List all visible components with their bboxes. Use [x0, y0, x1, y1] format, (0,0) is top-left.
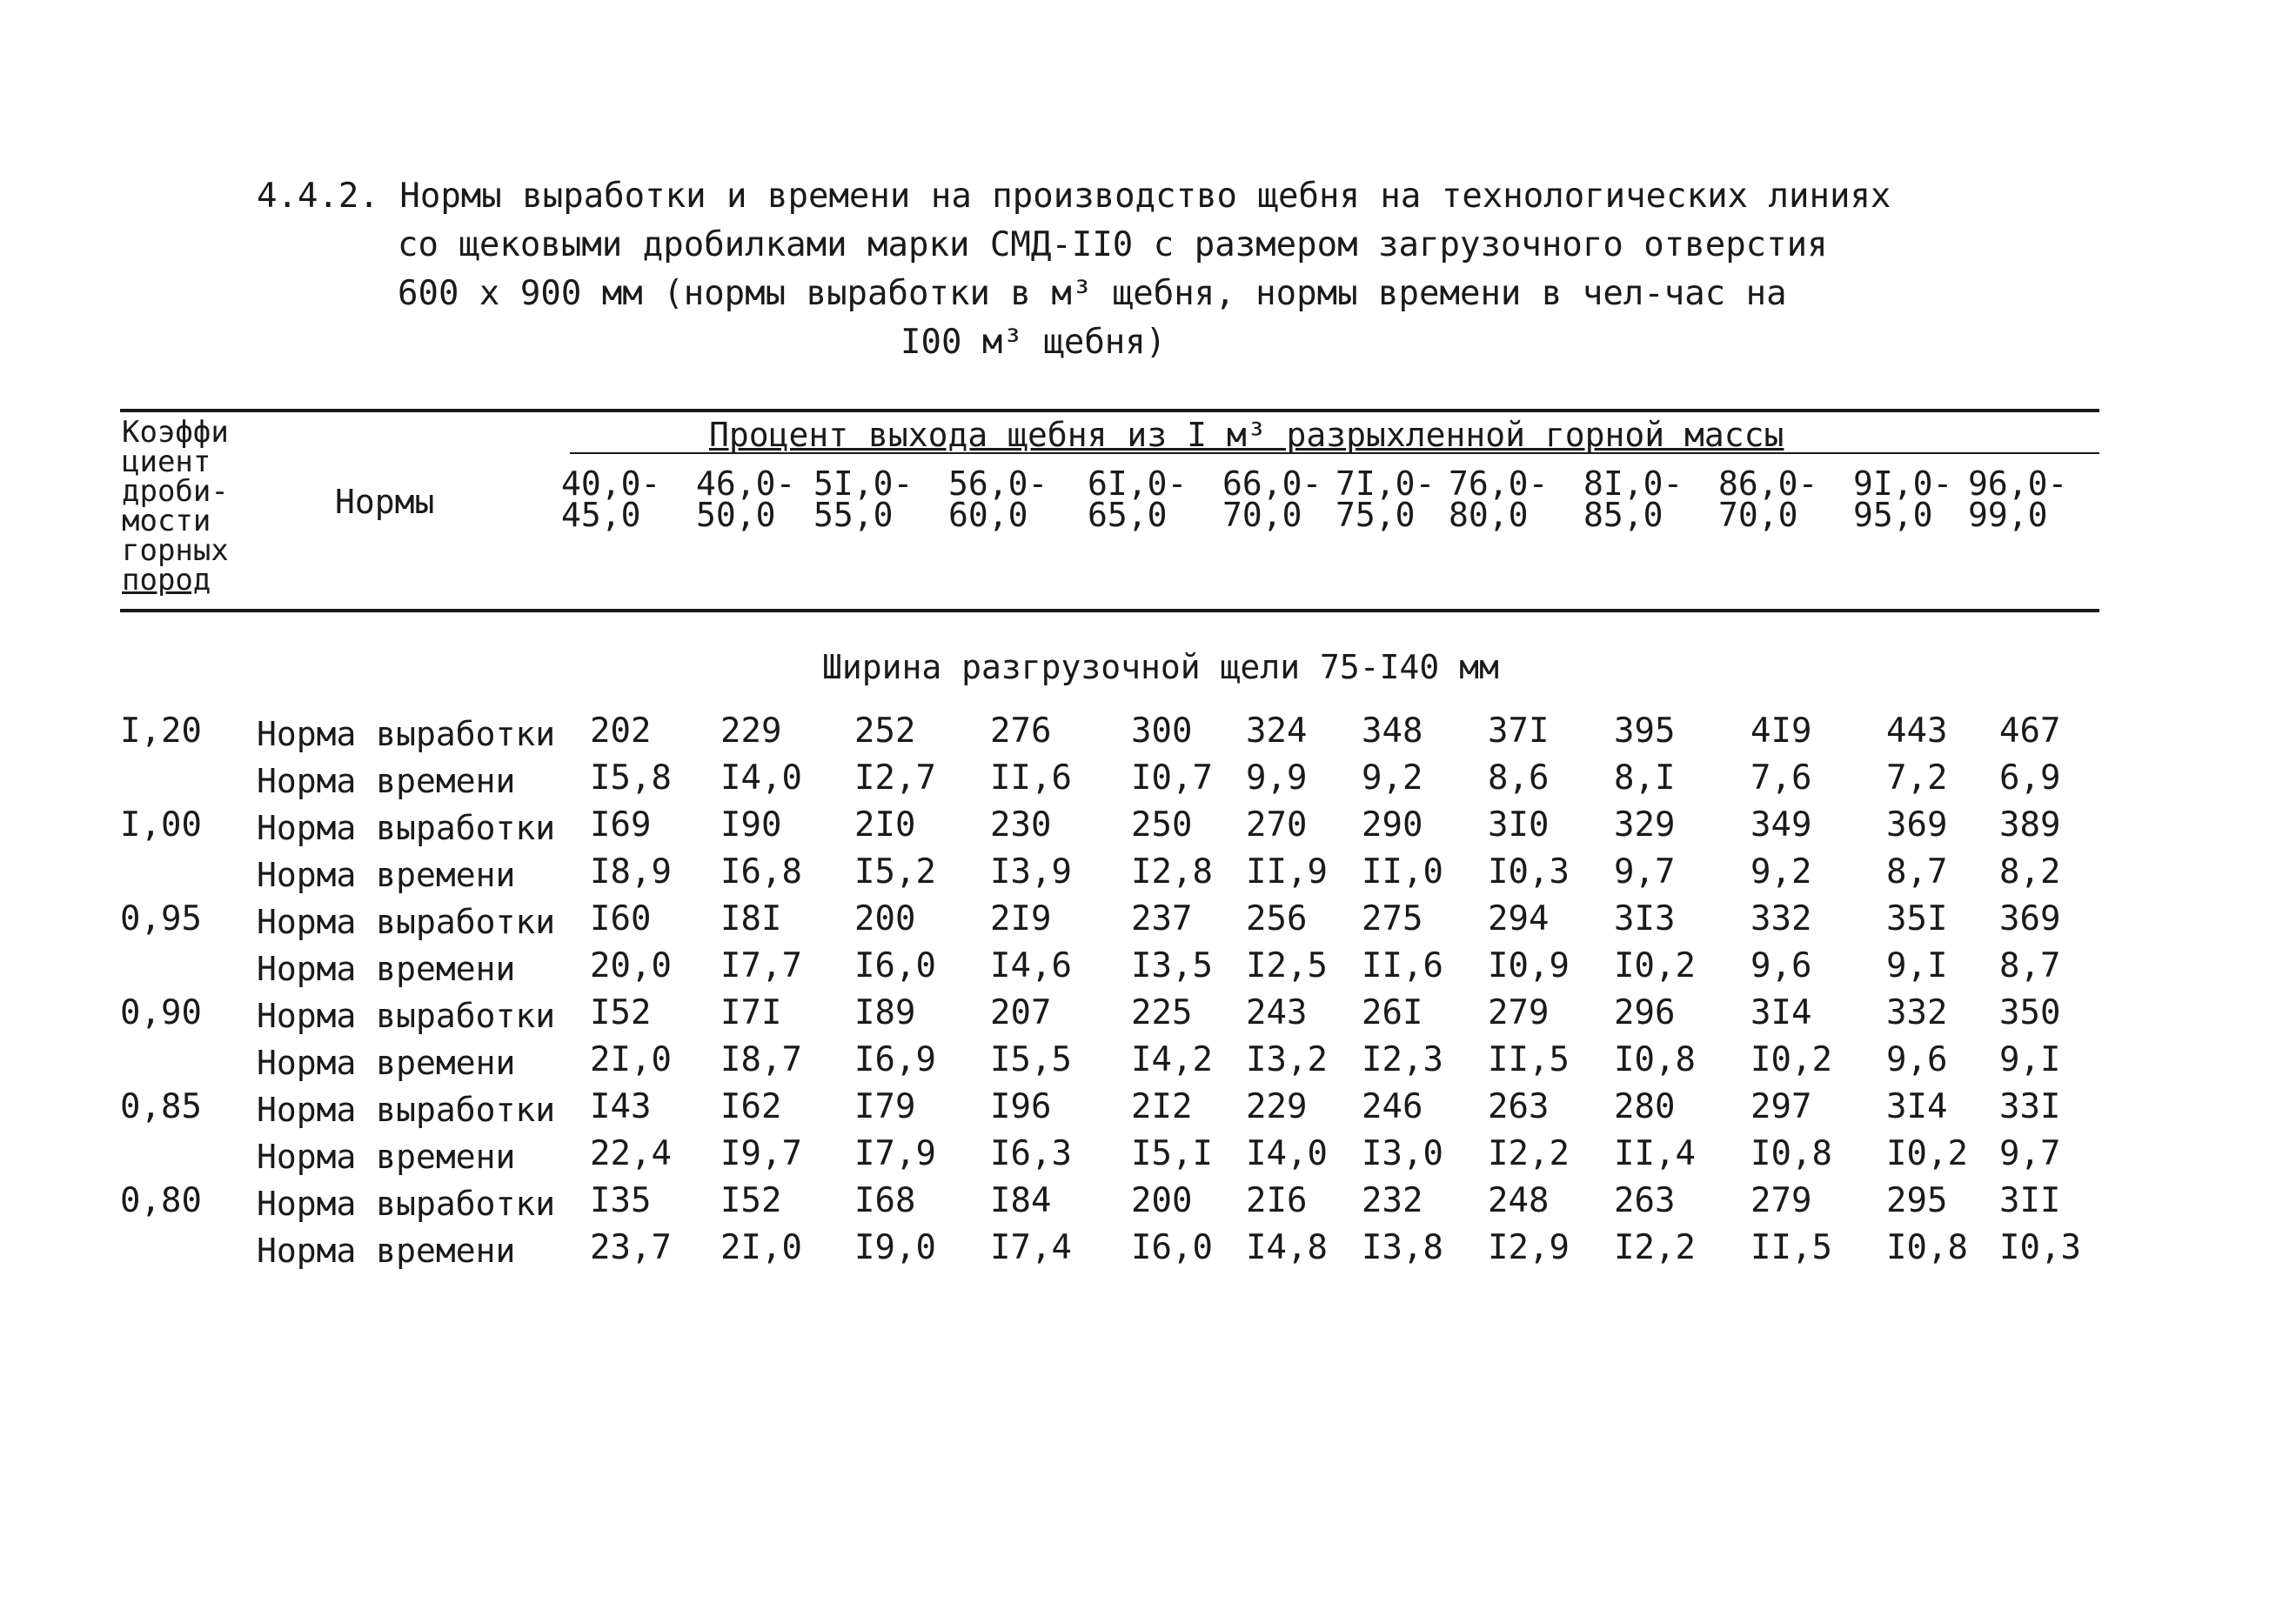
value-cell: 279	[1488, 993, 1550, 1032]
norm-label-cell: Норма выработки	[257, 809, 556, 847]
value-cell: 290	[1362, 805, 1423, 845]
value-cell: I0,3	[1488, 852, 1570, 892]
value-cell: I5,8	[590, 758, 672, 798]
value-cell: 270	[1246, 805, 1308, 845]
value-cell: 8,2	[1999, 852, 2061, 892]
range-to: 70,0	[1718, 496, 1798, 534]
range-header	[1449, 464, 1549, 534]
value-cell: 3I4	[1750, 993, 1812, 1032]
range-from: 9I,0-	[1853, 464, 1953, 503]
value-cell: 246	[1362, 1087, 1423, 1126]
value-cell: 225	[1131, 993, 1193, 1032]
coef-head-line: дроби-	[122, 474, 229, 509]
value-cell: 250	[1131, 805, 1193, 845]
value-cell: I43	[590, 1087, 652, 1126]
table-row	[0, 1087, 2296, 1134]
range-to: 60,0	[948, 496, 1028, 534]
value-cell: 279	[1750, 1181, 1812, 1220]
value-cell: 243	[1246, 993, 1308, 1032]
value-cell: 230	[990, 805, 1052, 845]
table-row	[0, 711, 2296, 758]
value-cell: 296	[1614, 993, 1676, 1032]
value-cell: 8,7	[1886, 852, 1948, 892]
value-cell: I3,9	[990, 852, 1072, 892]
value-cell: I0,7	[1131, 758, 1213, 798]
value-cell: 263	[1488, 1087, 1550, 1126]
value-cell: I4,6	[990, 946, 1072, 985]
value-cell: 8,6	[1488, 758, 1550, 798]
value-cell: 37I	[1488, 711, 1550, 751]
value-cell: I7,9	[854, 1134, 936, 1173]
value-cell: I6,8	[720, 852, 802, 892]
value-cell: 9,I	[1999, 1040, 2061, 1079]
range-to: 70,0	[1222, 496, 1302, 534]
value-cell: I2,3	[1362, 1040, 1443, 1079]
range-from: 96,0-	[1968, 464, 2068, 503]
value-cell: I0,8	[1886, 1228, 1968, 1267]
value-cell: I9,7	[720, 1134, 802, 1173]
value-cell: 329	[1614, 805, 1676, 845]
value-cell: I89	[854, 993, 916, 1032]
value-cell: 348	[1362, 711, 1423, 751]
range-to: 99,0	[1968, 496, 2048, 534]
value-cell: I2,7	[854, 758, 936, 798]
value-cell: I5,I	[1131, 1134, 1213, 1173]
table-row	[0, 1134, 2296, 1181]
value-cell: 276	[990, 711, 1052, 751]
value-cell: I2,2	[1614, 1228, 1696, 1267]
value-cell: 200	[1131, 1181, 1193, 1220]
value-cell: 332	[1750, 899, 1812, 938]
value-cell: I0,2	[1886, 1134, 1968, 1173]
value-cell: 443	[1886, 711, 1948, 751]
range-header	[948, 464, 1048, 534]
value-cell: I6,0	[854, 946, 936, 985]
value-cell: 9,2	[1362, 758, 1423, 798]
coefficient-column-header	[122, 415, 270, 598]
value-cell: I8I	[720, 899, 782, 938]
section-subheader: Ширина разгрузочной щели 75-I40 мм	[822, 648, 1499, 686]
range-to: 85,0	[1583, 496, 1663, 534]
coef-head-line: горных	[122, 533, 229, 568]
value-cell: 9,7	[1999, 1134, 2061, 1173]
range-from: 86,0-	[1718, 464, 1818, 503]
range-header	[561, 464, 661, 534]
value-cell: II,5	[1488, 1040, 1570, 1079]
value-cell: 369	[1886, 805, 1948, 845]
table-row	[0, 805, 2296, 852]
range-from: 46,0-	[696, 464, 796, 503]
value-cell: II,9	[1246, 852, 1328, 892]
value-cell: II,4	[1614, 1134, 1696, 1173]
range-to: 45,0	[561, 496, 641, 534]
value-cell: 263	[1614, 1181, 1676, 1220]
norm-label-cell: Норма выработки	[257, 715, 556, 753]
range-from: 8I,0-	[1583, 464, 1684, 503]
value-cell: I79	[854, 1087, 916, 1126]
value-cell: I7I	[720, 993, 782, 1032]
norm-label-cell: Норма выработки	[257, 1185, 556, 1223]
norm-label-cell: Норма времени	[257, 856, 516, 894]
value-cell: I3,2	[1246, 1040, 1328, 1079]
range-header	[1718, 464, 1818, 534]
range-header	[1968, 464, 2068, 534]
value-cell: 237	[1131, 899, 1193, 938]
norm-label-cell: Норма выработки	[257, 903, 556, 941]
norm-label-cell: Норма выработки	[257, 1091, 556, 1129]
value-cell: 300	[1131, 711, 1193, 751]
range-header	[1583, 464, 1684, 534]
value-cell: I0,9	[1488, 946, 1570, 985]
table-row	[0, 993, 2296, 1040]
range-to: 75,0	[1335, 496, 1416, 534]
value-cell: 229	[720, 711, 782, 751]
value-cell: 297	[1750, 1087, 1812, 1126]
title-line-2: со щековыми дробилками марки СМД-II0 с размером загрузочного отверстия	[398, 225, 1828, 264]
value-cell: I3,0	[1362, 1134, 1443, 1173]
value-cell: 35I	[1886, 899, 1948, 938]
value-cell: I62	[720, 1087, 782, 1126]
value-cell: I3,5	[1131, 946, 1213, 985]
value-cell: I6,0	[1131, 1228, 1213, 1267]
norm-label-cell: Норма времени	[257, 1138, 516, 1176]
value-cell: 8,7	[1999, 946, 2061, 985]
coefficient-cell: 0,80	[120, 1181, 202, 1220]
value-cell: 248	[1488, 1181, 1550, 1220]
value-cell: 349	[1750, 805, 1812, 845]
value-cell: I68	[854, 1181, 916, 1220]
value-cell: 232	[1362, 1181, 1423, 1220]
value-cell: 26I	[1362, 993, 1423, 1032]
value-cell: 8,I	[1614, 758, 1676, 798]
value-cell: 200	[854, 899, 916, 938]
value-cell: I8,7	[720, 1040, 802, 1079]
range-to: 95,0	[1853, 496, 1933, 534]
value-cell: 7,2	[1886, 758, 1948, 798]
value-cell: 256	[1246, 899, 1308, 938]
coefficient-cell: I,00	[120, 805, 202, 845]
norm-label-cell: Норма выработки	[257, 997, 556, 1035]
table-row	[0, 946, 2296, 993]
norms-column-header: Нормы	[335, 483, 435, 521]
value-cell: I84	[990, 1181, 1052, 1220]
value-cell: 3I4	[1886, 1087, 1948, 1126]
value-cell: I0,8	[1614, 1040, 1696, 1079]
value-cell: 3II	[1999, 1181, 2061, 1220]
header-bottom-rule	[120, 609, 2099, 612]
coefficient-cell: 0,90	[120, 993, 202, 1032]
value-cell: 2I9	[990, 899, 1052, 938]
range-from: 5I,0-	[813, 464, 914, 503]
value-cell: 9,9	[1246, 758, 1308, 798]
title-line-4: I00 м³ щебня)	[900, 323, 1167, 362]
value-cell: 229	[1246, 1087, 1308, 1126]
value-cell: 2I2	[1131, 1087, 1193, 1126]
value-cell: 295	[1886, 1181, 1948, 1220]
value-cell: 389	[1999, 805, 2061, 845]
value-cell: I0,8	[1750, 1134, 1832, 1173]
range-header	[1853, 464, 1953, 534]
norm-label-cell: Норма времени	[257, 1044, 516, 1082]
value-cell: 369	[1999, 899, 2061, 938]
value-cell: I6,9	[854, 1040, 936, 1079]
value-cell: 23,7	[590, 1228, 672, 1267]
range-to: 50,0	[696, 496, 776, 534]
value-cell: 3I0	[1488, 805, 1550, 845]
value-cell: 252	[854, 711, 916, 751]
range-to: 55,0	[813, 496, 894, 534]
value-cell: I4,0	[720, 758, 802, 798]
title-line-1: 4.4.2. Нормы выработки и времени на производство щебня на технологических линиях	[257, 177, 1891, 216]
value-cell: 332	[1886, 993, 1948, 1032]
value-cell: I52	[720, 1181, 782, 1220]
value-cell: 20,0	[590, 946, 672, 985]
value-cell: 9,I	[1886, 946, 1948, 985]
value-cell: I7,4	[990, 1228, 1072, 1267]
percent-yield-header: Процент выхода щебня из I м³ разрыхленной горной массы	[709, 416, 1784, 454]
coef-head-line: циент	[122, 444, 211, 479]
range-from: 66,0-	[1222, 464, 1322, 503]
value-cell: I2,5	[1246, 946, 1328, 985]
coef-head-line: пород	[122, 563, 211, 598]
value-cell: 2I,0	[720, 1228, 802, 1267]
table-row	[0, 758, 2296, 805]
range-header	[813, 464, 914, 534]
value-cell: 22,4	[590, 1134, 672, 1173]
value-cell: 207	[990, 993, 1052, 1032]
value-cell: 9,6	[1886, 1040, 1948, 1079]
table-row	[0, 852, 2296, 899]
table-row	[0, 899, 2296, 946]
value-cell: I5,2	[854, 852, 936, 892]
range-to: 65,0	[1088, 496, 1168, 534]
value-cell: I90	[720, 805, 782, 845]
value-cell: I2,8	[1131, 852, 1213, 892]
value-cell: 467	[1999, 711, 2061, 751]
value-cell: I7,7	[720, 946, 802, 985]
value-cell: I8,9	[590, 852, 672, 892]
value-cell: 2I6	[1246, 1181, 1308, 1220]
range-from: 40,0-	[561, 464, 661, 503]
value-cell: 4I9	[1750, 711, 1812, 751]
value-cell: I69	[590, 805, 652, 845]
value-cell: I4,0	[1246, 1134, 1328, 1173]
range-from: 56,0-	[948, 464, 1048, 503]
value-cell: I52	[590, 993, 652, 1032]
value-cell: I2,9	[1488, 1228, 1570, 1267]
value-cell: 7,6	[1750, 758, 1812, 798]
table-row	[0, 1040, 2296, 1087]
value-cell: I5,5	[990, 1040, 1072, 1079]
value-cell: 202	[590, 711, 652, 751]
table-top-rule	[120, 409, 2099, 412]
range-from: 76,0-	[1449, 464, 1549, 503]
value-cell: II,6	[1362, 946, 1443, 985]
value-cell: II,5	[1750, 1228, 1832, 1267]
value-cell: 2I,0	[590, 1040, 672, 1079]
value-cell: 324	[1246, 711, 1308, 751]
coef-head-line: мости	[122, 504, 211, 538]
table-row	[0, 1181, 2296, 1228]
range-to: 80,0	[1449, 496, 1529, 534]
value-cell: I35	[590, 1181, 652, 1220]
coefficient-cell: 0,85	[120, 1087, 202, 1126]
coefficient-cell: I,20	[120, 711, 202, 751]
value-cell: 294	[1488, 899, 1550, 938]
value-cell: 275	[1362, 899, 1423, 938]
value-cell: II,0	[1362, 852, 1443, 892]
norm-label-cell: Норма времени	[257, 762, 516, 800]
coefficient-cell: 0,95	[120, 899, 202, 938]
value-cell: 395	[1614, 711, 1676, 751]
range-header	[696, 464, 796, 534]
value-cell: I2,2	[1488, 1134, 1570, 1173]
value-cell: I4,8	[1246, 1228, 1328, 1267]
range-header	[1222, 464, 1322, 534]
table-row	[0, 1228, 2296, 1275]
value-cell: 9,2	[1750, 852, 1812, 892]
value-cell: I0,3	[1999, 1228, 2081, 1267]
norm-label-cell: Норма времени	[257, 1232, 516, 1270]
coef-head-line: Коэффи	[122, 415, 229, 450]
value-cell: 2I0	[854, 805, 916, 845]
value-cell: 280	[1614, 1087, 1676, 1126]
value-cell: 9,6	[1750, 946, 1812, 985]
value-cell: 6,9	[1999, 758, 2061, 798]
value-cell: I0,2	[1614, 946, 1696, 985]
value-cell: II,6	[990, 758, 1072, 798]
value-cell: 33I	[1999, 1087, 2061, 1126]
range-from: 7I,0-	[1335, 464, 1436, 503]
range-header	[1088, 464, 1188, 534]
value-cell: 3I3	[1614, 899, 1676, 938]
value-cell: 9,7	[1614, 852, 1676, 892]
value-cell: I0,2	[1750, 1040, 1832, 1079]
value-cell: I4,2	[1131, 1040, 1213, 1079]
value-cell: I96	[990, 1087, 1052, 1126]
value-cell: I9,0	[854, 1228, 936, 1267]
value-cell: 350	[1999, 993, 2061, 1032]
range-from: 6I,0-	[1088, 464, 1188, 503]
value-cell: I60	[590, 899, 652, 938]
norm-label-cell: Норма времени	[257, 950, 516, 988]
value-cell: I6,3	[990, 1134, 1072, 1173]
title-line-3: 600 х 900 мм (нормы выработки в м³ щебня, нормы времени в чел-час на	[398, 274, 1787, 313]
range-header	[1335, 464, 1436, 534]
value-cell: I3,8	[1362, 1228, 1443, 1267]
